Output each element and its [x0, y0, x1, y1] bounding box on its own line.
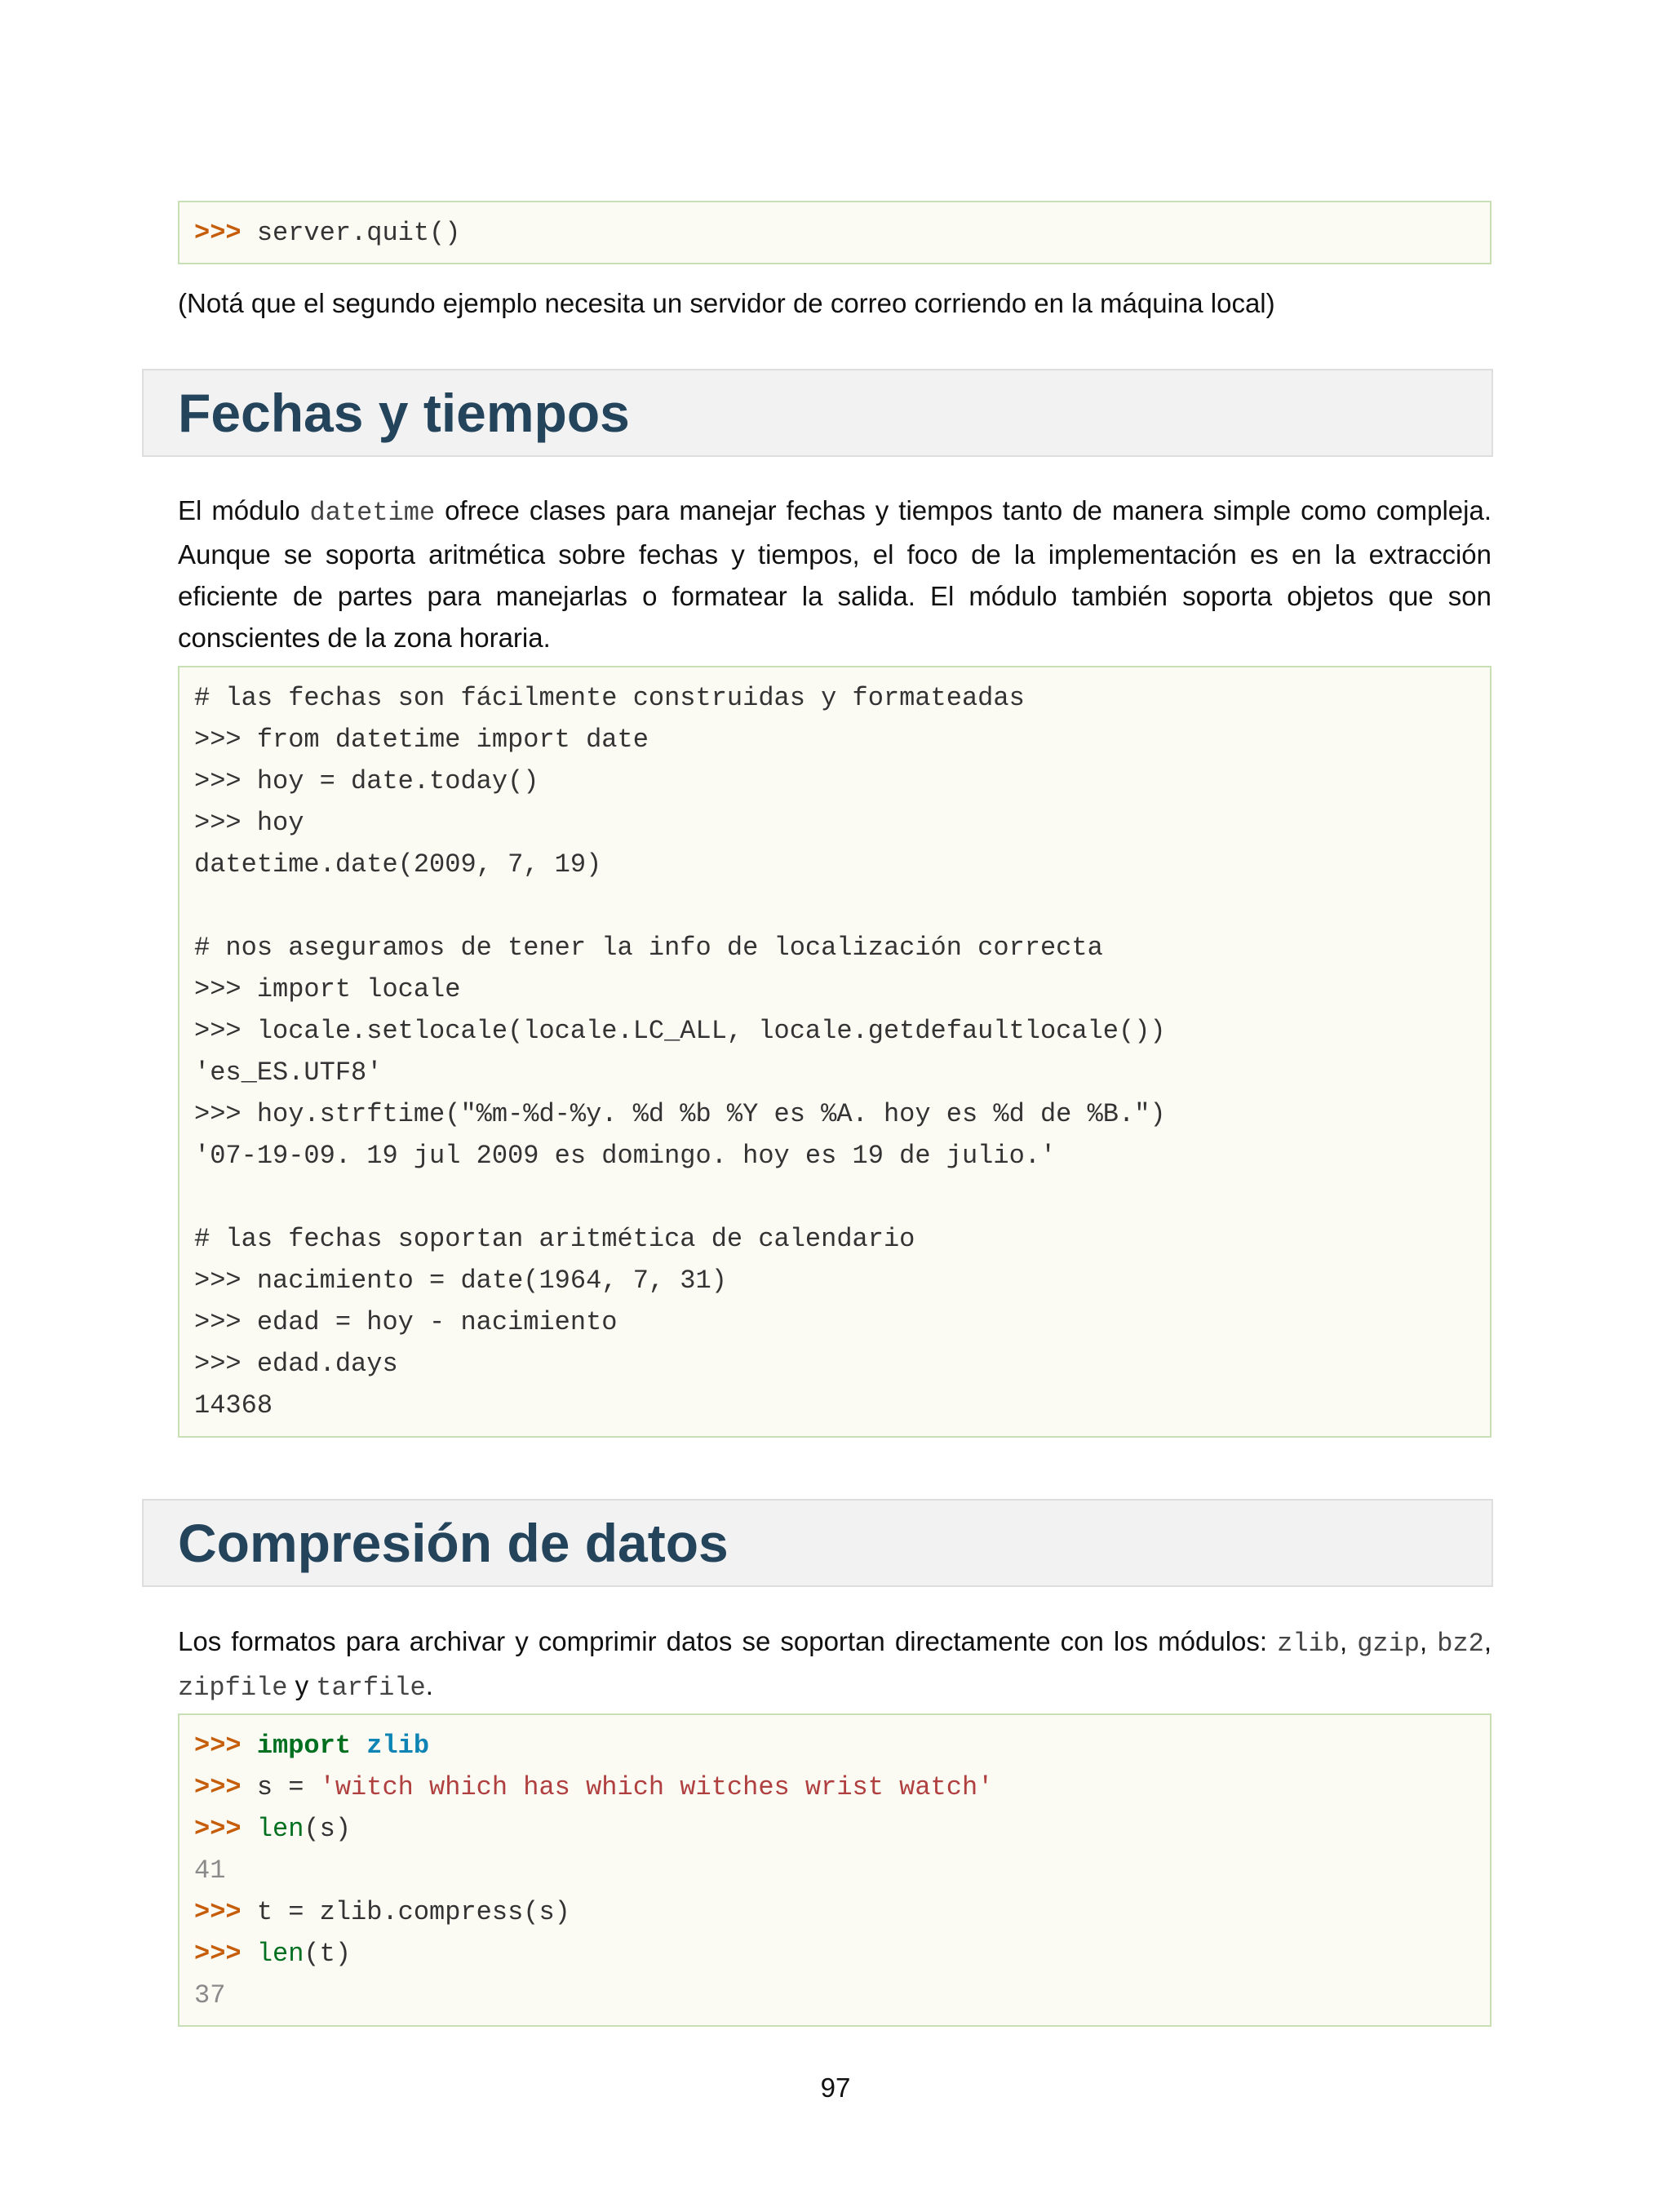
datetime-paragraph — [178, 490, 1491, 658]
code-line: >>> edad.days — [194, 1349, 398, 1379]
conjunction: y — [287, 1670, 317, 1700]
code-line: 'es_ES.UTF8' — [194, 1057, 383, 1088]
code-block-zlib — [178, 1713, 1491, 2027]
code-line — [194, 1808, 1475, 1850]
code-line: # las fechas son fácilmente construidas y formateadas — [194, 683, 1025, 713]
code-line: >>> nacimiento = date(1964, 7, 31) — [194, 1266, 727, 1296]
compression-paragraph — [178, 1620, 1491, 1709]
keyword-import: import — [256, 1731, 352, 1761]
para-text-before: El módulo — [178, 495, 310, 525]
code-text: (s) — [304, 1814, 352, 1844]
inline-code-tarfile: tarfile — [316, 1673, 426, 1703]
inline-code-zipfile: zipfile — [178, 1673, 288, 1703]
code-text: (t) — [304, 1939, 352, 1969]
section-header-fechas — [142, 369, 1493, 457]
section-header-compresion — [142, 1499, 1493, 1587]
code-line — [194, 1933, 1475, 1975]
code-line: # nos aseguramos de tener la info de localización correcta — [194, 933, 1103, 963]
code-line — [194, 1891, 1475, 1933]
note-paragraph: (Notá que el segundo ejemplo necesita un servidor de correo corriendo en la máquina local) — [178, 288, 1275, 318]
inline-code-datetime: datetime — [309, 498, 436, 528]
code-line: >>> hoy = date.today() — [194, 766, 539, 796]
code-prompt: >>> — [194, 1897, 242, 1927]
separator: , — [1483, 1626, 1492, 1656]
para-text: Los formatos para archivar y comprimir datos se soportan directamente con los módulos: — [178, 1626, 1278, 1656]
code-output: 37 — [194, 1980, 226, 2010]
module-name: zlib — [366, 1731, 430, 1761]
code-text: s = — [256, 1772, 320, 1802]
separator: , — [1420, 1626, 1438, 1656]
code-prompt: >>> — [194, 218, 242, 248]
code-line: >>> hoy.strftime("%m-%d-%y. %d %b %Y es %A. hoy es %d de %B.") — [194, 1099, 1166, 1129]
code-line: >>> edad = hoy - nacimiento — [194, 1307, 618, 1337]
code-prompt: >>> — [194, 1772, 242, 1802]
code-line — [194, 1177, 1475, 1218]
separator: , — [1339, 1626, 1358, 1656]
code-text: server.quit() — [241, 218, 461, 248]
code-block-datetime — [178, 666, 1491, 1438]
code-line: datetime.date(2009, 7, 19) — [194, 849, 602, 880]
code-line — [194, 1766, 1475, 1808]
code-prompt: >>> — [194, 1939, 242, 1969]
code-line: '07-19-09. 19 jul 2009 es domingo. hoy es 19 de julio.' — [194, 1141, 1057, 1171]
builtin-len: len — [256, 1939, 304, 1969]
code-text: t = zlib.compress(s) — [256, 1897, 570, 1927]
inline-code-gzip: gzip — [1357, 1629, 1420, 1659]
para-text-after: ofrece clases para manejar fechas y tiempos tanto de manera simple como compleja. Aunque se soporta aritmética sobre fechas y tiempos, el foco de la implementación es en la extracción eficiente de partes para manejarlas o formatear la salida. El módulo también soporta objetos que son conscientes de la zona horaria. — [178, 495, 1491, 653]
code-block-server-quit — [178, 201, 1491, 264]
inline-code-zlib: zlib — [1277, 1629, 1340, 1659]
section-title: Compresión de datos — [178, 1513, 729, 1573]
code-line: 14368 — [194, 1390, 273, 1421]
section-title: Fechas y tiempos — [178, 383, 630, 443]
code-output: 41 — [194, 1855, 226, 1886]
builtin-len: len — [256, 1814, 304, 1844]
code-line: >>> from datetime import date — [194, 725, 649, 755]
code-line: >>> hoy — [194, 808, 304, 838]
code-line — [194, 1725, 1475, 1766]
inline-code-bz2: bz2 — [1437, 1629, 1484, 1659]
code-prompt: >>> — [194, 1731, 242, 1761]
code-line: >>> locale.setlocale(locale.LC_ALL, locale.getdefaultlocale()) — [194, 1016, 1166, 1046]
page-number: 97 — [820, 2072, 851, 2103]
string-literal: 'witch which has which witches wrist watch' — [319, 1772, 994, 1802]
code-line: # las fechas soportan aritmética de calendario — [194, 1224, 915, 1254]
code-line — [194, 885, 1475, 927]
code-prompt: >>> — [194, 1814, 242, 1844]
code-line: >>> import locale — [194, 974, 461, 1004]
period: . — [425, 1670, 433, 1700]
